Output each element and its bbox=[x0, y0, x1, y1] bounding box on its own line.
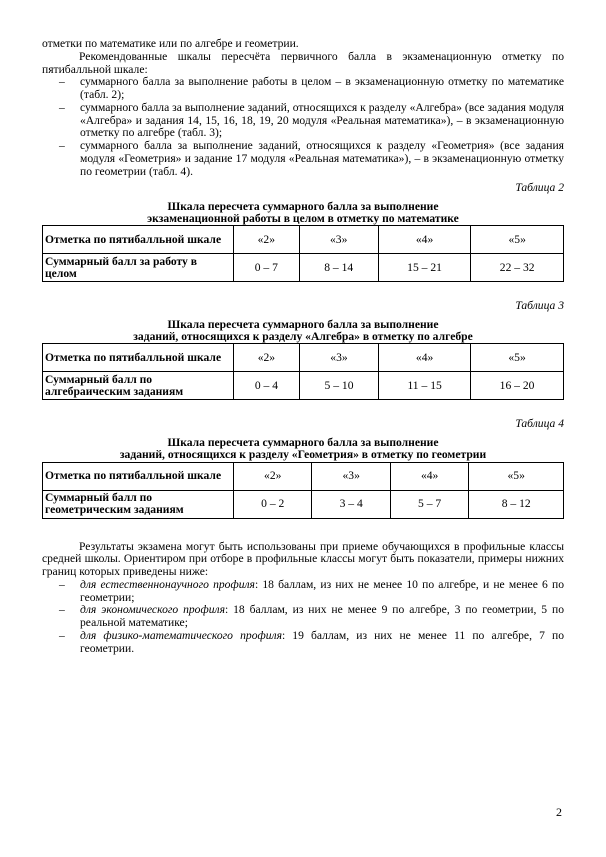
results-paragraph: Результаты экзамена могут быть использованы при приеме обучающихся в профильные классы средней школы. Ориентиром при отборе в профильные классы могут быть показатели, примеры нижних границ которых приведены ниже: bbox=[42, 539, 564, 579]
list-item: – суммарного балла за выполнение заданий, относящихся к разделу «Алгебра» (все задания модуля «Алгебра» и задания 14, 15, 16, 18, 19, 20 модуля «Реальная математика»), – в экзаменационную отметку по алгебре (табл. 3); bbox=[59, 100, 564, 140]
grade-cell: «5» bbox=[471, 344, 564, 372]
list-item: – для экономического профиля: 18 баллам, из них не менее 9 по алгебре, 3 по геометрии, 5 по реальной математике; bbox=[59, 603, 564, 630]
row-label: Суммарный балл по алгебраическим заданиям bbox=[43, 372, 234, 400]
table2-title: Шкала пересчета суммарного балла за выполнение экзаменационной работы в целом в отметку по математике bbox=[147, 200, 459, 226]
document-page bbox=[42, 38, 564, 655]
table3-title: Шкала пересчета суммарного балла за выполнение заданий, относящихся к разделу «Алгебра» в отметку по алгебре bbox=[133, 318, 473, 344]
recommended-paragraph: Рекомендованные шкалы пересчёта первичного балла в экзаменационную отметку по пятибалльной шкале: bbox=[42, 49, 564, 76]
range-cell: 16 – 20 bbox=[471, 372, 564, 400]
table-row bbox=[43, 226, 564, 254]
grade-cell: «3» bbox=[299, 344, 378, 372]
table4-caption: Таблица 4 bbox=[515, 417, 564, 431]
range-cell: 8 – 12 bbox=[469, 490, 564, 518]
table3 bbox=[42, 343, 564, 400]
profiles-list bbox=[42, 579, 564, 656]
list-item: – для естественнонаучного профиля: 18 баллам, из них не менее 10 по алгебре, и не менее 6 по геометрии; bbox=[59, 577, 564, 604]
row-label: Суммарный балл за работу в целом bbox=[43, 254, 234, 282]
grade-cell: «5» bbox=[471, 226, 564, 254]
grade-cell: «2» bbox=[234, 462, 312, 490]
grade-cell: «2» bbox=[234, 344, 300, 372]
dash-bullet: – bbox=[59, 139, 65, 152]
grade-cell: «3» bbox=[312, 462, 390, 490]
grade-cell: «4» bbox=[379, 344, 471, 372]
range-cell: 0 – 4 bbox=[234, 372, 300, 400]
page-number: 2 bbox=[556, 805, 562, 819]
range-cell: 22 – 32 bbox=[471, 254, 564, 282]
range-cell: 15 – 21 bbox=[378, 254, 471, 282]
range-cell: 11 – 15 bbox=[379, 372, 471, 400]
range-cell: 0 – 7 bbox=[234, 254, 300, 282]
scales-list bbox=[42, 76, 564, 178]
grade-cell: «3» bbox=[299, 226, 378, 254]
row-label: Отметка по пятибалльной шкале bbox=[43, 344, 234, 372]
row-label: Суммарный балл по геометрическим заданиям bbox=[43, 490, 234, 518]
dash-bullet: – bbox=[59, 603, 65, 617]
table2-caption: Таблица 2 bbox=[515, 181, 564, 195]
table-row bbox=[43, 344, 564, 372]
table-row bbox=[43, 490, 564, 518]
grade-cell: «2» bbox=[234, 226, 300, 254]
dash-bullet: – bbox=[59, 628, 65, 642]
grade-cell: «4» bbox=[378, 226, 471, 254]
range-cell: 5 – 10 bbox=[299, 372, 378, 400]
table-row bbox=[43, 372, 564, 400]
dash-bullet: – bbox=[59, 75, 65, 89]
dash-bullet: – bbox=[59, 100, 65, 114]
list-item: – суммарного балла за выполнение заданий, относящихся к разделу «Геометрия» (все задания модуля «Геометрия» и задание 17 модуля «Реальная математика»), – в экзаменационную отметку по геометрии (табл. 4). bbox=[59, 139, 564, 178]
table-row bbox=[43, 254, 564, 282]
table4-title: Шкала пересчета суммарного балла за выполнение заданий, относящихся к разделу «Геометрия» в отметку по геометрии bbox=[119, 436, 487, 462]
grade-cell: «5» bbox=[469, 462, 564, 490]
row-label: Отметка по пятибалльной шкале bbox=[43, 462, 234, 490]
grade-cell: «4» bbox=[390, 462, 468, 490]
table4 bbox=[42, 462, 564, 519]
range-cell: 5 – 7 bbox=[390, 490, 468, 518]
profile-name: для физико-математического профиля bbox=[80, 628, 282, 642]
range-cell: 8 – 14 bbox=[299, 254, 378, 282]
dash-bullet: – bbox=[59, 577, 65, 591]
table3-caption: Таблица 3 bbox=[515, 299, 564, 313]
list-item: – для физико-математического профиля: 19 баллам, из них не менее 11 по алгебре, 7 по геометрии. bbox=[59, 628, 565, 655]
profile-name: для естественнонаучного профиля bbox=[80, 577, 255, 591]
intro-line: отметки по математике или по алгебре и геометрии. bbox=[42, 37, 299, 50]
row-label: Отметка по пятибалльной шкале bbox=[43, 226, 234, 254]
range-cell: 0 – 2 bbox=[234, 490, 312, 518]
table-row bbox=[43, 462, 564, 490]
profile-name: для экономического профиля bbox=[80, 603, 225, 617]
list-item: – суммарного балла за выполнение работы в целом – в экзаменационную отметку по математике (табл. 2); bbox=[59, 75, 564, 101]
table2 bbox=[42, 225, 564, 282]
range-cell: 3 – 4 bbox=[312, 490, 390, 518]
